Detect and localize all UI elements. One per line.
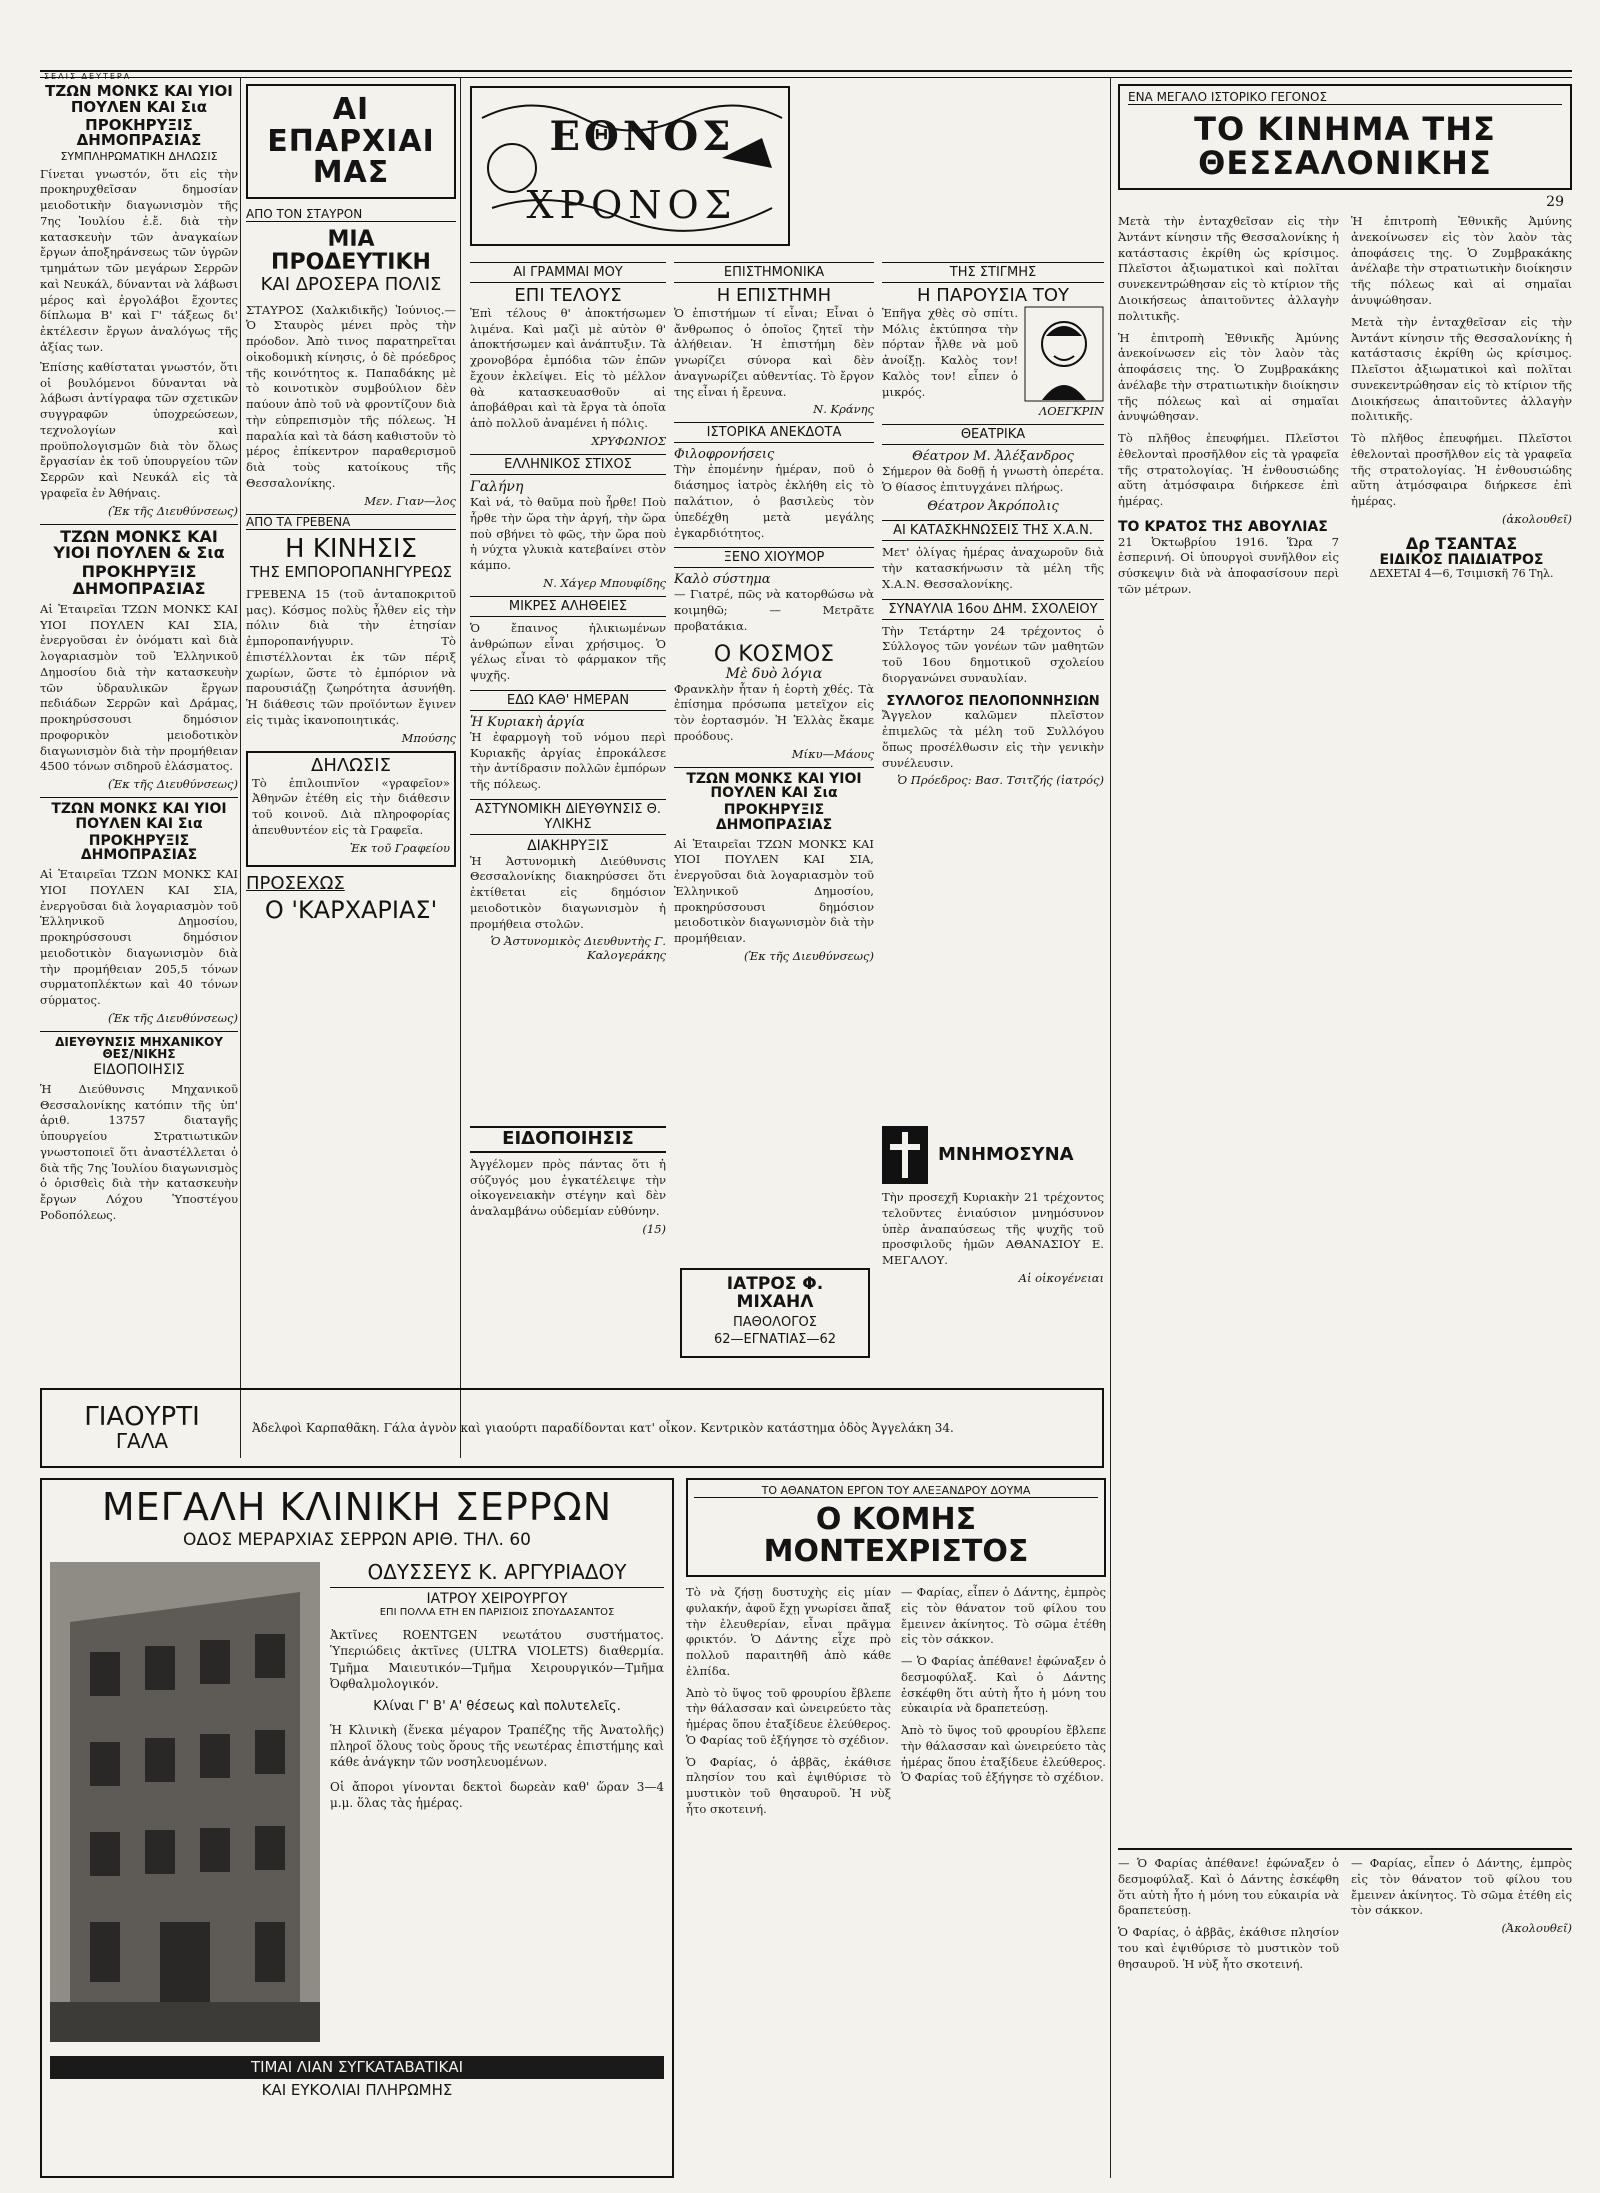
signature: Μπούσης [401,730,456,745]
article-text: Μετὰ τὴν ἐνταχθεῖσαν εἰς τὴν Ἀντάντ κίνησιν τῆς Θεσσαλονίκης ἡ κατάστασις ἐκρίθη ὡς κρίσιμος. Πλεῖστοι ἀξιωματικοὶ καὶ πολῖται συνεκεντρώθησαν εἰς τὸ κτίριον τῆς Διοικήσεως ἀπαιτοῦντες ἀλλαγὴν πολιτικῆς. [1351,314,1572,424]
ad-product: ΓΙΑΟΥΡΤΙ [84,1401,200,1432]
section-banner: ΑΙ ΕΠΑΡΧΙΑΙ ΜΑΣ [267,92,435,190]
signature: Μεν. Γιαν—λος [364,493,456,508]
signature: ΛΟΕΓΚΡΙΝ [1038,403,1104,418]
section-head: ΑΙ ΓΡΑΜΜΑΙ ΜΟΥ [470,262,666,283]
article-text: ΣΤΑΥΡΟΣ (Χαλκιδικῆς) Ἰούνιος.— Ὁ Σταυρὸς μένει πρὸς τὴν πρόοδον. Ἀπὸ τινος παρατηρεῖται οἰκοδομικὴ κίνησις, ὁ δὲ πρόεδρος τῆς κοινότητος κ. Παπαδάκης μὲ τὸ κοινοτικὸν συμβούλιον δὲν παύουν ἀπὸ τοῦ νὰ φροντίζουν διὰ τὴν εὐπρεπισμὸν τῆς πόλεως. Ἡ παραλία καὶ τὰ δάση καθιστοῦν τὸ μέρος ἐπίκεντρον παραθερισμοῦ διὰ τοὺς κατοίκους τῆς Θεσσαλονίκης. [246,302,456,490]
pediatrician-title: ΕΙΔΙΚΟΣ ΠΑΙΔΙΑΤΡΟΣ [1379,551,1544,568]
serial-novel-continued [1118,1848,1572,2178]
continued-note: (ἀκολουθεῖ) [1501,511,1572,526]
article-text: Ἡ ἐπιτροπὴ Ἐθνικῆς Ἀμύνης ἀνεκοίνωσεν εἰς τὸν λαὸν τὰς ἀποφάσεις της. Ὁ Ζυμβρακάκης ἀνέλαβε τὴν στρατιωτικὴν διοίκησιν τῆς πόλεως καὶ αἱ σημαῖαι ἀνυψώθησαν. [1118,330,1339,424]
article-kicker: ΑΠΟ ΤΟΝ ΣΤΑΥΡΟΝ [246,207,456,222]
serial-text: — Φαρίας, εἶπεν ὁ Δάντης, ἐμπρὸς εἰς τὸν θάνατον τοῦ φίλου του ἔμεινεν ἀκίνητος. Τὸ σῶμα ἐτέθη εἰς τὸν σάκκον. [1351,1856,1572,1918]
article-subtitle: Ἡ Κυριακὴ ἀργία [470,714,585,730]
clinic-footer: ΚΑΙ ΕΥΚΟΛΙΑΙ ΠΛΗΡΩΜΗΣ [261,2081,453,2100]
ad-heading: ΤΖΩΝ ΜΟΝΚΣ ΚΑΙ ΥΙΟΙ ΠΟΥΛΕΝ & Σια [53,526,225,563]
column-rule [1110,78,1111,2178]
ad-text: Ἐπίσης καθίσταται γνωστόν, ὅτι οἱ βουλόμενοι δύνανται νὰ λάβωσι ἀντίγραφα τῶν σχετικῶν συγγραφῶν ὑποχρεώσεων, τεχνολογίων καὶ προϋπολογισμῶν διὰ τὸν ὅλως ἔργασίαν ἐκ τοῦ ὑπουργείου τῶν Σερρῶν καὶ Νευκάλ εἰς τὰ γραφεῖα ἐν Ἀθήναις. [40,359,238,500]
article-title: ΤΟ ΚΙΝΗΜΑ ΤΗΣ ΘΕΣΣΑΛΟΝΙΚΗΣ [1194,110,1496,182]
memorial-text: Τὴν προσεχῆ Κυριακὴν 21 τρέχοντος τελοῦντες ἐνιαύσιον μνημόσυνον ὑπὲρ ἀναπαύσεως τῆς ψυχῆς τοῦ προσφιλοῦς ἡμῶν ΑΘΑΝΑΣΙΟΥ Ε. ΜΕΓΑΛΟΥ. [882,1190,1104,1268]
column-left [40,78,238,1458]
ad-subheading: ΠΡΟΚΗΡΥΞΙΣ ΔΗΜΟΠΡΑΣΙΑΣ [80,832,198,864]
notice-box [470,1126,666,1326]
section-head: ΑΣΤΥΝΟΜΙΚΗ ΔΙΕΥΘΥΝΣΙΣ Θ. ΥΛΙΚΗΣ [470,799,666,835]
article-kicker: ΕΝΑ ΜΕΓΑΛΟ ΙΣΤΟΡΙΚΟ ΓΕΓΟΝΟΣ [1128,90,1562,105]
ad-subheading: ΠΡΟΚΗΡΥΞΙΣ ΔΗΜΟΠΡΑΣΙΑΣ [715,802,833,833]
article-text: 21 Ὀκτωβρίου 1916. Ὥρα 7 ἑσπερινή. Οἱ ὑπουργοὶ συνῆλθον εἰς σύσκεψιν διὰ νὰ ἀποφασίσουν περὶ τῶν μέτρων. [1118,534,1339,596]
clinic-address: ΟΔΟΣ ΜΕΡΑΡΧΙΑΣ ΣΕΡΡΩΝ ΑΡΙΘ. ΤΗΛ. 60 [183,1529,531,1550]
serial-novel [686,1478,1106,2178]
column-kinima [1118,78,1572,1838]
signature: Αἱ οἰκογένειαι [1018,1270,1104,1285]
ad-text: Γίνεται γνωστόν, ὅτι εἰς τὴν προκηρυχθεῖσαν δημοσίαν μειοδοτικὴν διαγωνισμὸν τῆς 7ης Ἰουλίου ἐ.ἔ. διὰ τὴν κατασκευὴν τῶν ἀναγκαίων ἔργων ἀποξηράνσεως τῶν ὑγρῶν τμημάτων τῶν μεγάρων Σερρῶν καὶ Νευκάλ, δύνανται νὰ λάβωσι μέρος καὶ ἐργολάβοι ἔχοντες δίπλωμα Β' καὶ Γ' τάξεως δι' ἐκτέλεσιν ἔργων ἀναλόγως τῆς ἀξίας των. [40,166,238,354]
article-text: Ἡ ἐπιτροπὴ Ἐθνικῆς Ἀμύνης ἀνεκοίνωσεν εἰς τὸν λαὸν τὰς ἀποφάσεις της. Ὁ Ζυμβρακάκης ἀνέλαβε τὴν στρατιωτικὴν διοίκησιν τῆς πόλεως καὶ αἱ σημαῖαι ἀνυψώθησαν. [1351,214,1572,308]
notice-number: (15) [642,1221,666,1236]
chronos-col-a [470,256,666,1116]
article-text: Ὁ ἔπαινος ἠλικιωμένων ἀνθρώπων εἶναι χρήσιμος. Ὁ γέλως εἶναι τὸ φάρμακον τῆς ψυχῆς. [470,620,666,683]
clinic-title: ΜΕΓΑΛΗ ΚΛΙΝΙΚΗ ΣΕΡΡΩΝ [101,1485,613,1529]
surgeon-name: ΟΔΥΣΣΕΥΣ Κ. ΑΡΓΥΡΙΑΔΟΥ [330,1562,664,1588]
surgeon-title: ΙΑΤΡΟΥ ΧΕΙΡΟΥΡΓΟΥ [426,1590,568,1607]
column-rule [240,78,241,1458]
serial-text: — Ὁ Φαρίας ἀπέθανε! ἐφώναξεν ὁ δεσμοφύλαξ. Καὶ ὁ Δάντης ἐσκέφθη ὅτι αὐτὴ ἦτο ἡ μόνη του εὐκαιρία νὰ δραπετεύσῃ. [1118,1856,1339,1918]
karcharias-heading: Ο 'ΚΑΡΧΑΡΙΑΣ' [264,895,438,924]
surgeon-subtitle: ΕΠΙ ΠΟΛΛΑ ΕΤΗ ΕΝ ΠΑΡΙΣΙΟΙΣ ΣΠΟΥΔΑΣΑΝΤΟΣ [379,1607,615,1619]
clinic-text: Ἡ Κλινικὴ (ἕνεκα μέγαρον Τραπέζης τῆς Ἀνατολῆς) πληροῖ ὅλους τοὺς ὅρους τῆς νεωτέρας ἐπιστήμης καὶ κάθε ἀνάγκην τῶν νοσηλευομένων. [330,1722,664,1770]
article-text: Ἄγγελον καλῶμεν πλεῖστον ἐπιμελῶς τὰ μέλη τοῦ Συλλόγου ὅπως προσέλθωσιν εἰς τὴν γενικὴν συνέλευσιν. [882,708,1104,770]
article-text: Τὸ πλῆθος ἐπευφήμει. Πλεῖστοι ἐθελονταὶ προσῆλθον εἰς τὰ γραφεῖα τῆς στρατολογίας. Ἡ ἐνθουσιώδης αὕτη ἀτμόσφαιρα διήρκεσε ἐπὶ ἡμέρας. [1351,431,1572,509]
ad-product: ΓΑΛΑ [115,1429,169,1454]
notice-text: Τὸ ἐπιλοιπνῖον «γραφεῖον» Ἀθηνῶν ἐτέθη εἰς τὴν διάθεσιν τοῦ κοινοῦ. Διὰ πληροφορίας ἀπευθυντέον εἰς τὰ Γραφεῖα. [252,775,450,837]
article-text: — Γιατρέ, πῶς νὰ κατορθώσω νὰ κοιμηθῶ; — Μετρᾶτε προβατάκια. [674,587,874,633]
article-subtitle: Θέατρον Μ. Ἀλέξανδρος [912,448,1074,464]
ad-text: Ἡ Διεύθυνσις Μηχανικοῦ Θεσσαλονίκης κατόπιν τῆς ὑπ' ἀριθ. 13757 διαταγῆς ὑπουργείου Στρατιωτικῶν γνωστοποιεῖ ὅτι ἀναστέλλεται ὁ διὰ τῆς 7ης Ἰουλίου διαγωνισμὸς ὁ ὁρισθεὶς διὰ τὴν κατασκευὴν ἔργων Λόχου Ὑποστέγου Ροδοπόλεως. [40,1081,238,1222]
serial-text: — Φαρίας, εἶπεν ὁ Δάντης, ἐμπρὸς εἰς τὸν θάνατον τοῦ φίλου του ἔμεινεν ἀκίνητος. Τὸ σῶμα ἐτέθη εἰς τὸν σάκκον. [901,1585,1106,1647]
article-title: ΕΠΙ ΤΕΛΟΥΣ [514,285,622,306]
article-text: Ἡ Ἀστυνομικὴ Διεύθυνσις Θεσσαλονίκης διακηρύσσει ὅτι ἐκτίθεται εἰς δημόσιον μειοδοτικὸν διαγωνισμὸν ἡ προμήθεια στολῶν. [470,853,666,931]
signature: Μίκυ—Μάους [791,746,874,761]
serial-text: Ὁ Φαρίας, ὁ ἀββᾶς, ἐκάθισε πλησίον του καὶ ἐψιθύρισε τὸ μυστικὸν τοῦ θησαυροῦ. Ἡ νὺξ ἦτο σκοτεινή. [686,1754,891,1816]
chronos-col-b [674,256,874,1116]
serial-text: Τὸ νὰ ζήσῃ δυστυχὴς εἰς μίαν φυλακήν, ἀφοῦ ἔχῃ γνωρίσει ἄπαξ τὴν ἐλευθερίαν, εἶναι πρᾶγμα φρικτόν. Ὁ Δάντης εἶχε πρὸ πολλοῦ παραιτηθῆ ἀπὸ κάθε ἐλπίδα. [686,1585,891,1678]
section-head: ΘΕΑΤΡΙΚΑ [882,424,1104,445]
section-head: ΕΔΩ ΚΑΘ' ΗΜΕΡΑΝ [470,690,666,711]
ad-heading: ΤΖΩΝ ΜΟΝΚΣ ΚΑΙ ΥΙΟΙ ΠΟΥΛΕΝ ΚΑΙ Σια [45,82,233,116]
ad-subheading: ΣΥΜΠΛΗΡΩΜΑΤΙΚΗ ΔΗΛΩΣΙΣ [60,150,218,163]
column-rule [460,78,461,1458]
memorial-title: ΜΝΗΜΟΣΥΝΑ [938,1143,1074,1165]
ad-subheading: ΠΡΟΚΗΡΥΞΙΣ ΔΗΜΟΠΡΑΣΙΑΣ [72,562,206,599]
article-text: Μετὰ τὴν ἐνταχθεῖσαν εἰς τὴν Ἀντάντ κίνησιν τῆς Θεσσαλονίκης ἡ κατάστασις ἐκρίθη ὡς κρίσιμος. Πλεῖστοι ἀξιωματικοὶ καὶ πολῖται συνεκεντρώθησαν εἰς τὸ κτίριον τῆς Διοικήσεως ἀπαιτοῦντες ἀλλαγὴν πολιτικῆς. [1118,214,1339,323]
poem-title: Γαλήνη [470,479,524,496]
ad-text: Αἱ Ἑταιρεῖαι ΤΖΩΝ ΜΟΝΚΣ ΚΑΙ ΥΙΟΙ ΠΟΥΛΕΝ ΚΑΙ ΣΙΑ, ἐνεργοῦσαι διὰ λογαριασμὸν τοῦ Ἑλληνικοῦ Δημοσίου, προκηρύσσουσι δημόσιον μειοδοτικὸν διαγωνισμὸν διὰ τὴν προμήθειαν 205,5 τόνων συρματοπλέκτων καὶ 40 τόνων σύρματος. [40,866,238,1008]
section-head: ΤΗΣ ΣΤΙΓΜΗΣ [882,262,1104,283]
serial-text: Ἀπὸ τὸ ὕψος τοῦ φρουρίου ἔβλεπε τὴν θάλασσαν καὶ ὠνειρεύετο τὰς ἡμέρας ὅπου ἐταξίδευε ἐλεύθερος. Ὁ Φαρίας τοῦ ἐξήγησε τὸ σχέδιον. [686,1685,891,1747]
article-text: Φρανκλὴν ἦταν ἡ ἑορτὴ χθές. Τὰ ἐπίσημα πρόσωπα μετεῖχον εἰς τὸν ἑορτασμόν. Ἡ Ἑλλὰς ἔκαμε προόδους. [674,681,874,743]
article-subtitle: Μὲ δυὸ λόγια [725,665,823,682]
notice-text: Ἀγγέλομεν πρὸς πάντας ὅτι ἡ σύζυγός μου ἐγκατέλειψε τὴν οἰκογενειακὴν στέγην καὶ δὲν ἀναλαμβάνω οὐδεμίαν εὐθύνην. [470,1156,666,1219]
section-head: ΑΙ ΚΑΤΑΣΚΗΝΩΣΕΙΣ ΤΗΣ Χ.Α.Ν. [882,520,1104,541]
article-text: Τὴν Τετάρτην 24 τρέχοντος ὁ Σύλλογος τῶν γονέων τῶν μαθητῶν τοῦ 16ου δημοτικοῦ σχολείου διοργανώνει συναυλίαν. [882,623,1104,686]
masthead-rule [40,70,1572,78]
article-text: Τὸ πλῆθος ἐπευφήμει. Πλεῖστοι ἐθελονταὶ προσῆλθον εἰς τὰ γραφεῖα τῆς στρατολογίας. Ἡ ἐνθουσιώδης αὕτη ἀτμόσφαιρα διήρκεσε ἐπὶ ἡμέρας. [1118,431,1339,509]
section-head: ΕΛΛΗΝΙΚΟΣ ΣΤΙΧΟΣ [470,454,666,475]
signature: Ν. Κράνης [813,402,874,417]
clinic-building-photo [50,1562,320,2042]
clinic-ad [40,1478,674,2178]
caricature-illustration [1024,306,1104,402]
article-subtitle: Καλὸ σύστημα [674,572,771,588]
ad-subheading: ΕΙΔΟΠΟΙΗΣΙΣ [93,1062,185,1079]
memorial-notice [882,1126,1104,1326]
ad-text: Ἀδελφοὶ Καρπαθᾶκη. Γάλα ἀγνὸν καὶ γιαούρτι παραδίδονται κατ' οἶκον. Κεντρικὸν κατάστημα ὁδὸς Ἀγγελάκη 34. [252,1420,954,1435]
article-kicker: ΑΠΟ ΤΑ ΓΡΕΒΕΝΑ [246,514,456,530]
article-text: Ὁ ἐπιστήμων τί εἶναι; Εἶναι ὁ ἄνθρωπος ὁ ὁποῖος ζητεῖ τὴν ἀλήθειαν. Ἡ ἐπιστήμη δὲν γνωρίζει σύνορα καὶ δὲν ἀναγνωρίζει αὐθεντίας. Τὸ ἔργον της εἶναι ἡ ἔρευνα. [674,305,874,399]
signature: ΧΡΥΦΩΝΙΟΣ [591,434,666,449]
ad-subheading: ΠΡΟΚΗΡΥΞΙΣ ΔΗΜΟΠΡΑΣΙΑΣ [76,115,202,150]
section-head: ΕΠΙΣΤΗΜΟΝΙΚΑ [674,262,874,283]
serial-text: — Ὁ Φαρίας ἀπέθανε! ἐφώναξεν ὁ δεσμοφύλαξ. Καὶ ὁ Δάντης ἐσκέφθη ὅτι αὐτὴ ἦτο ἡ μόνη του εὐκαιρία νὰ δραπετεύσῃ. [901,1654,1106,1716]
signature: (Ἐκ τῆς Διευθύνσεως) [107,777,238,792]
doctor-ad-box [680,1268,870,1358]
signature: (Ἐκ τῆς Διευθύνσεως) [107,503,238,518]
serial-kicker: ΤΟ ΑΘΑΝΑΤΟΝ ΕΡΓΟΝ ΤΟΥ ΑΛΕΞΑΝΔΡΟΥ ΔΟΥΜΑ [694,1484,1098,1498]
signature: Ἐκ τοῦ Γραφείου [349,840,450,855]
ad-text: Αἱ Ἑταιρεῖαι ΤΖΩΝ ΜΟΝΚΣ ΚΑΙ ΥΙΟΙ ΠΟΥΛΕΝ ΚΑΙ ΣΙΑ, ἐνεργοῦσαι διὰ λογαριασμὸν τοῦ Ἑλληνικοῦ Δημοσίου, προκηρύσσουσι δημόσιον μειοδοτικὸν διαγωνισμὸν διὰ τὴν προμήθειαν. [674,836,874,946]
ad-heading: ΔΙΕΥΘΥΝΣΙΣ ΜΗΧΑΝΙΚΟΥ ΘΕΣ/ΝΙΚΗΣ [55,1034,223,1062]
chronos-logo [470,86,790,246]
notice-title: ΕΙΔΟΠΟΙΗΣΙΣ [470,1126,666,1153]
serial-text: Ἀπὸ τὸ ὕψος τοῦ φρουρίου ἔβλεπε τὴν θάλασσαν καὶ ὠνειρεύετο τὰς ἡμέρας ὅπου ἐταξίδευε ἐλεύθερος. Ὁ Φαρίας τοῦ ἐξήγησε τὸ σχέδιον. [901,1723,1106,1785]
article-title: Η ΠΑΡΟΥΣΙΑ ΤΟΥ [917,285,1069,306]
continued-note: (Ἀκολουθεῖ) [1501,1921,1572,1936]
section-head: ΜΙΚΡΕΣ ΑΛΗΘΕΙΕΣ [470,596,666,617]
serial-title: Ο ΚΟΜΗΣ ΜΟΝΤΕΧΡΙΣΤΟΣ [763,1502,1029,1569]
notice-title: ΔΗΛΩΣΙΣ [311,754,391,776]
clinic-text: Ἀκτῖνες ROENTGEN νεωτάτου συστήματος. Ὑπεριώδεις ἀκτῖνες (ULTRA VIOLETS) διαθερμία. Τμῆμα Μαιευτικόν—Τμῆμα Χειρουργικόν—Τμῆμα Ὀφθαλμολογικόν. [330,1627,664,1691]
cross-icon [882,1126,928,1184]
article-subtitle: ΤΟ ΚΡΑΤΟΣ ΤΗΣ ΑΒΟΥΛΙΑΣ [1118,518,1328,535]
article-text: ΓΡΕΒΕΝΑ 15 (τοῦ ἀνταποκριτοῦ μας). Κόσμος πολὺς ἦλθεν εἰς τὴν πόλιν διὰ τὴν ἐτησίαν ἐμποροπανήγυριν. Τὸ ἐπιστέλλονται ἐκ τῶν πέριξ χωρίων, ὥστε τὸ ἐμπόριον νὰ παρουσιάζῃ ζωηρότητα ἀσυνήθη. Ἡ διάθεσις τῶν προϊόντων ἔγινεν εἰς τιμὰς ἱκανοποιητικάς. [246,586,456,727]
clinic-text: Οἱ ἄποροι γίνονται δεκτοὶ δωρεὰν καθ' ὥραν 3—4 μ.μ. ὅλας τὰς ἡμέρας. [330,1779,664,1811]
section-head: ΣΥΛΛΟΓΟΣ ΠΕΛΟΠΟΝΝΗΣΙΩΝ [886,693,1100,709]
section-head: ΣΥΝΑΥΛΙΑ 16ου ΔΗΜ. ΣΧΟΛΕΙΟΥ [882,599,1104,620]
signature: (Ἐκ τῆς Διευθύνσεως) [743,948,874,963]
doctor-name: ΙΑΤΡΟΣ Φ. ΜΙΧΑΗΛ [726,1274,824,1312]
newspaper-page [40,78,1572,2178]
logo-word: ΕΘΝΟΣ [549,113,735,160]
article-text: Μετ' ὀλίγας ἡμέρας ἀναχωροῦν διὰ τὴν κατασκήνωσιν τὰ μέλη τῆς Χ.Α.Ν. Θεσσαλονίκης. [882,545,1104,591]
caution-heading: ΠΡΟΣΕΧΩΣ [246,872,345,894]
article-text: Ἐπὶ τέλους θ' ἀποκτήσωμεν λιμένα. Καὶ μαζὶ μὲ αὐτὸν θ' ἀποκτήσωμεν καὶ ἀνάπτυξιν. Τὰ χρονοβόρα ἐμπόδια τῶν ἐπῶν ἔχουν ἐκλείψει. Εἰς τὸ μέλλον θὰ κατασκευασθοῦν αἱ ἀποβάθραι καὶ τὰ ἔργα τὰ ὁποῖα ἀπὸ πολλοῦ ἀναμένει ἡ πόλις. [470,305,666,431]
yogurt-ad [40,1388,1104,1468]
doctor-specialty: ΠΑΘΟΛΟΓΟΣ [733,1314,817,1330]
chronos-col-c [882,256,1104,1116]
article-title: Η ΚΙΝΗΣΙΣ [284,533,418,564]
signature: Ὁ Πρόεδρος: Βασ. Τσιτζής (ἰατρός) [897,773,1104,788]
article-text: Σήμερον θὰ δοθῇ ἡ γνωστὴ ὀπερέτα. Ὁ θίασος ἐπιτυγχάνει πλήρως. [882,463,1104,494]
section-head: ΞΕΝΟ ΧΙΟΥΜΟΡ [674,547,874,568]
article-text: Ἡ ἐφαρμογὴ τοῦ νόμου περὶ Κυριακῆς ἀργίας ἐπροκάλεσε τὴν ἀντίδρασιν πολλῶν ἐμπόρων τῆς πόλεως. [470,729,666,792]
serial-text: Ὁ Φαρίας, ὁ ἀββᾶς, ἐκάθισε πλησίον του καὶ ἐψιθύρισε τὸ μυστικὸν τοῦ θησαυροῦ. Ἡ νὺξ ἦτο σκοτεινή. [1118,1925,1339,1971]
article-subtitle: Φιλοφρονήσεις [674,447,775,463]
ad-heading: ΤΖΩΝ ΜΟΝΚΣ ΚΑΙ ΥΙΟΙ ΠΟΥΛΕΝ ΚΑΙ Σια [686,770,862,802]
doctor-address: 62—ΕΓΝΑΤΙΑΣ—62 [713,1332,837,1348]
pediatrician-address: ΔΕΧΕΤΑΙ 4—6, Τσιμισκῆ 76 Τηλ. [1369,567,1554,581]
clinic-footer: ΤΙΜΑΙ ΛΙΑΝ ΣΥΓΚΑΤΑΒΑΤΙΚΑΙ [50,2056,664,2080]
page-number: 29 [1546,194,1564,211]
article-title: ΚΑΙ ΔΡΟΣΕΡΑ ΠΟΛΙΣ [260,273,442,295]
article-subtitle: ΔΙΑΚΗΡΥΞΙΣ [527,837,609,854]
logo-title: ΧΡΟΝΟΣ [526,183,738,227]
article-title: Ο ΚΟΣΜΟΣ [713,641,835,667]
poem-text: Καὶ νά, τὸ θαῦμα ποὺ ἦρθε! Ποὺ ἦρθε τὴν ὥρα τὴν ἀργή, τὴν ὥρα ποὺ σβήνει τὸ φῶς, τὴν ὥρα ποὺ ἡ νύχτα γλυκιὰ κατεβαίνει στὸν κάμπο. [470,495,666,573]
signature: (Ἐκ τῆς Διευθύνσεως) [107,1010,238,1025]
article-text: Τὴν ἐπομένην ἡμέραν, ποῦ ὁ διάσημος ἰατρὸς ἐκλήθη εἰς τὸ παλάτιον, ὁ βασιλεὺς τὸν ὑπεδέχθη μετὰ μεγάλης ἐγκαρδιότητος. [674,462,874,540]
article-text: Ἐπῆγα χθὲς σὸ σπίτι. Μόλις ἐκτύπησα τὴν πόρταν ἦλθε νὰ μοῦ ἀνοίξῃ. Καλὸς τον! Καλὸς τον! εἶπεν ὁ μικρός. [882,305,1018,399]
column-provinces [246,78,456,1388]
signature: Ὁ Ἀστυνομικὸς Διευθυντὴς Γ. Καλογεράκης [490,934,666,963]
pediatrician-name: Δρ ΤΣΑΝΤΑΣ [1405,533,1518,553]
article-subtitle: Θέατρον Ἀκρόπολις [927,499,1059,515]
article-title: ΤΗΣ ΕΜΠΟΡΟΠΑΝΗΓΥΡΕΩΣ [249,563,453,582]
ad-text: Αἱ Ἑταιρεῖαι ΤΖΩΝ ΜΟΝΚΣ ΚΑΙ ΥΙΟΙ ΠΟΥΛΕΝ ΚΑΙ ΣΙΑ, ἐνεργοῦσαι ἐν ὀνόματι καὶ διὰ λογαριασμὸν τοῦ Ἑλληνικοῦ Δημοσίου διὰ τὴν κατασκευὴν τῶν ὑδραυλικῶν ἔργων πεδιάδων Σερρῶν καὶ Δράμας, προκηρύσσουσι δημόσιον προφορικὸν μειοδοτικὸν διαγωνισμὸν διὰ τὴν προμήθειαν 4500 τόνων σιδηροῦ ἐλάσματος. [40,601,238,774]
section-head: ΙΣΤΟΡΙΚΑ ΑΝΕΚΔΟΤΑ [674,422,874,443]
signature: Ν. Χάγερ Μπουφίδης [543,575,666,590]
ad-heading: ΤΖΩΝ ΜΟΝΚΣ ΚΑΙ ΥΙΟΙ ΠΟΥΛΕΝ ΚΑΙ Σια [51,801,227,832]
clinic-beds: Κλίναι Γ' Β' Α' θέσεως καὶ πολυτελεῖς. [373,1699,621,1715]
article-title: ΜΙΑ ΠΡΟΔΕΥΤΙΚΗ [271,226,431,275]
masthead-strip: ΣΕΛΙΣ ΔΕΥΤΕΡΑ [44,72,132,81]
article-title: Η ΕΠΙΣΤΗΜΗ [716,285,832,306]
